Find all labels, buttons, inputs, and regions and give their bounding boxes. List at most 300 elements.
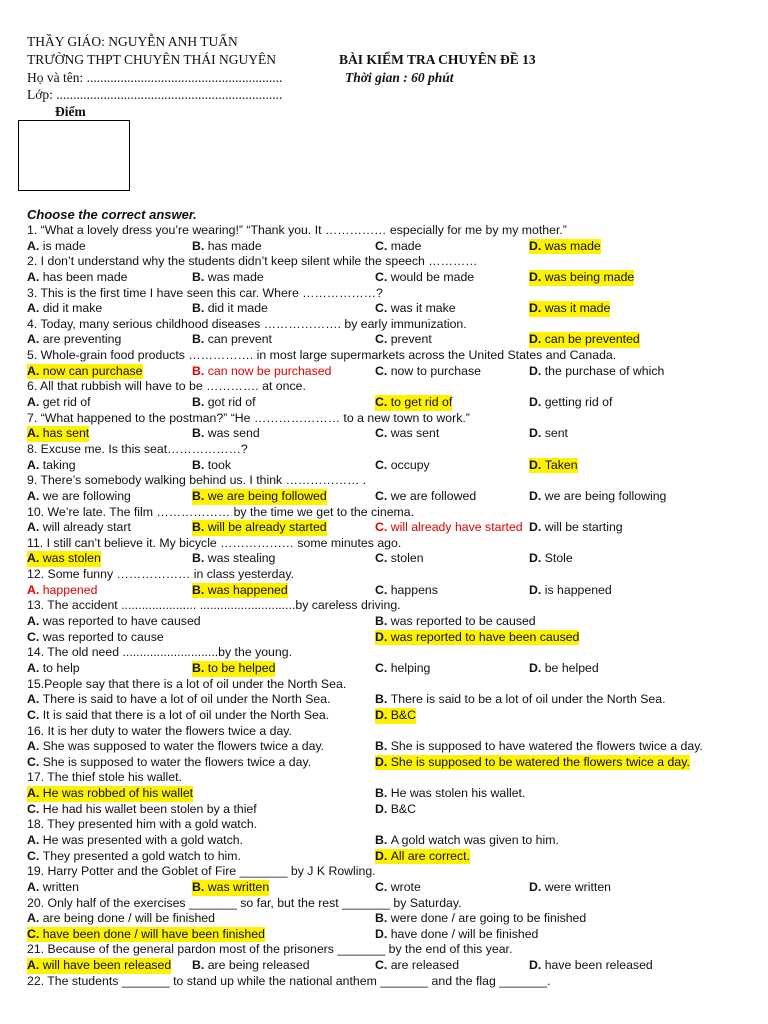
option-letter: D. xyxy=(375,926,391,941)
option-text: sent xyxy=(544,426,568,441)
option-text: He was presented with a gold watch. xyxy=(42,832,243,847)
answer-option-c[interactable] xyxy=(375,332,432,348)
option-text: we are being followed xyxy=(207,488,327,503)
answer-option-d[interactable] xyxy=(529,426,568,442)
answer-option-b[interactable] xyxy=(192,364,331,380)
option-letter: B. xyxy=(192,660,208,675)
answer-option-b[interactable] xyxy=(192,426,260,442)
question-text: 7. “What happened to the postman?” “He ………………… to a new town to work.” xyxy=(27,410,470,425)
option-letter: D. xyxy=(529,269,545,284)
options-row xyxy=(27,802,762,818)
option-text: All are correct. xyxy=(390,848,470,863)
answer-option-d[interactable] xyxy=(375,630,579,646)
question-text: 15.People say that there is a lot of oil under the North Sea. xyxy=(27,676,347,691)
answer-option-b[interactable] xyxy=(375,833,559,849)
question-list xyxy=(27,206,762,989)
option-letter: B. xyxy=(192,457,208,472)
option-letter: B. xyxy=(192,879,208,894)
option-letter: C. xyxy=(375,363,391,378)
answer-option-a[interactable] xyxy=(27,958,171,974)
options-row xyxy=(27,614,762,630)
option-text: He had his wallet been stolen by a thief xyxy=(42,801,257,816)
option-text: can be prevented xyxy=(544,332,640,347)
option-text: There is said to have a lot of oil under the North Sea. xyxy=(42,692,331,707)
answer-option-a[interactable] xyxy=(27,661,80,677)
option-letter: D. xyxy=(529,363,545,378)
options-row xyxy=(27,786,762,802)
answer-option-a[interactable] xyxy=(27,786,193,802)
option-text: are being done / will be finished xyxy=(42,911,215,926)
option-text: was it made xyxy=(544,301,611,316)
answer-option-d[interactable] xyxy=(375,849,470,865)
option-letter: B. xyxy=(192,426,208,441)
option-letter: B. xyxy=(192,269,208,284)
option-text: is made xyxy=(42,238,86,253)
option-text: will be already started xyxy=(207,520,327,535)
answer-option-d[interactable] xyxy=(375,755,690,771)
score-box xyxy=(18,120,130,191)
option-text: A gold watch was given to him. xyxy=(390,832,559,847)
answer-option-c[interactable] xyxy=(375,458,430,474)
option-text: getting rid of xyxy=(544,395,613,410)
option-text: She is supposed to have watered the flowers twice a day. xyxy=(390,739,703,754)
options-row xyxy=(27,583,762,599)
option-letter: D. xyxy=(529,395,545,410)
option-letter: C. xyxy=(27,754,43,769)
answer-option-c[interactable] xyxy=(375,489,476,505)
question-text: 13. The accident ...................... ............................by careless driving. xyxy=(27,598,401,613)
option-letter: D. xyxy=(529,457,545,472)
answer-option-a[interactable] xyxy=(27,395,91,411)
option-letter: A. xyxy=(27,363,43,378)
option-text: has made xyxy=(207,238,262,253)
answer-option-b[interactable] xyxy=(192,489,327,505)
option-text: He was robbed of his wallet xyxy=(42,786,194,801)
option-letter: C. xyxy=(27,926,43,941)
option-letter: A. xyxy=(27,911,43,926)
option-letter: C. xyxy=(375,426,391,441)
option-text: have done / will be finished xyxy=(390,926,539,941)
answer-option-d[interactable] xyxy=(529,551,573,567)
score-label: Điểm xyxy=(55,104,86,119)
option-text: written xyxy=(42,879,79,894)
answer-option-a[interactable] xyxy=(27,364,143,380)
option-text: have been done / will have been finished xyxy=(42,926,265,941)
option-letter: D. xyxy=(529,238,545,253)
option-text: She is supposed to be watered the flowers twice a day. xyxy=(390,754,690,769)
options-row xyxy=(27,880,762,896)
question-text: 21. Because of the general pardon most of the prisoners _______ by the end of this year. xyxy=(27,942,513,957)
option-text: will be starting xyxy=(544,520,623,535)
options-row xyxy=(27,911,762,927)
answer-option-a[interactable] xyxy=(27,489,131,505)
answer-option-c[interactable] xyxy=(375,395,452,411)
options-row xyxy=(27,458,762,474)
options-row xyxy=(27,661,762,677)
question-text: 3. This is the first time I have seen this car. Where ………………? xyxy=(27,285,383,300)
option-letter: A. xyxy=(27,832,43,847)
answer-option-a[interactable] xyxy=(27,270,128,286)
option-text: helping xyxy=(390,660,431,675)
class-line: Lớp: ................................................................... xyxy=(27,87,283,102)
answer-option-b[interactable] xyxy=(375,739,703,755)
option-text: to be helped xyxy=(207,660,276,675)
answer-option-a[interactable] xyxy=(27,583,97,599)
option-text: get rid of xyxy=(42,395,91,410)
option-letter: C. xyxy=(375,582,391,597)
option-text: She is supposed to water the flowers twice a day. xyxy=(42,754,312,769)
question-text: 12. Some funny ……………… in class yesterday. xyxy=(27,567,294,582)
answer-option-b[interactable] xyxy=(192,270,264,286)
option-letter: C. xyxy=(27,707,43,722)
option-text: was sent xyxy=(390,426,440,441)
options-row xyxy=(27,395,762,411)
options-row xyxy=(27,833,762,849)
option-text: They presented a gold watch to him. xyxy=(42,848,241,863)
option-letter: D. xyxy=(375,801,391,816)
answer-option-d[interactable] xyxy=(529,661,599,677)
answer-option-b[interactable] xyxy=(192,239,262,255)
option-letter: A. xyxy=(27,692,43,707)
option-text: There is said to be a lot of oil under the North Sea. xyxy=(390,692,666,707)
option-letter: A. xyxy=(27,551,43,566)
option-letter: C. xyxy=(375,879,391,894)
option-letter: D. xyxy=(375,629,391,644)
options-row xyxy=(27,551,762,567)
option-letter: B. xyxy=(192,395,208,410)
answer-option-b[interactable] xyxy=(192,458,231,474)
option-letter: B. xyxy=(375,786,391,801)
question-text: 5. Whole-grain food products ……………. in most large supermarkets across the United States and Canada. xyxy=(27,348,617,363)
answer-option-b[interactable] xyxy=(192,551,275,567)
option-text: are released xyxy=(390,958,460,973)
answer-option-b[interactable] xyxy=(192,661,275,677)
option-letter: D. xyxy=(529,660,545,675)
student-name-line: Họ và tên: .......................................................... xyxy=(27,70,283,85)
option-letter: B. xyxy=(192,582,208,597)
answer-option-c[interactable] xyxy=(375,520,523,536)
option-text: was being made xyxy=(544,269,635,284)
question-text: 14. The old need ............................by the young. xyxy=(27,645,292,660)
answer-option-d[interactable] xyxy=(529,583,612,599)
option-text: will already have started xyxy=(390,520,523,535)
answer-option-a[interactable] xyxy=(27,739,324,755)
option-text: was written xyxy=(207,879,270,894)
option-text: would be made xyxy=(390,269,475,284)
option-text: now to purchase xyxy=(390,363,481,378)
option-text: are being released xyxy=(207,958,310,973)
option-letter: D. xyxy=(529,879,545,894)
option-letter: A. xyxy=(27,488,43,503)
option-letter: C. xyxy=(375,269,391,284)
question-text: 20. Only half of the exercises _______ so far, but the rest _______ by Saturday. xyxy=(27,895,462,910)
option-text: was happened xyxy=(207,582,288,597)
option-text: wrote xyxy=(390,879,421,894)
option-letter: C. xyxy=(375,660,391,675)
option-text: to get rid of xyxy=(390,395,453,410)
answer-option-a[interactable] xyxy=(27,301,102,317)
answer-option-d[interactable] xyxy=(375,802,416,818)
question-text: 19. Harry Potter and the Goblet of Fire _______ by J K Rowling. xyxy=(27,864,376,879)
option-text: occupy xyxy=(390,457,430,472)
option-text: will already start xyxy=(42,520,131,535)
option-text: made xyxy=(390,238,422,253)
option-letter: B. xyxy=(375,692,391,707)
option-letter: A. xyxy=(27,269,43,284)
answer-option-d[interactable] xyxy=(375,927,538,943)
option-letter: D. xyxy=(529,582,545,597)
options-row xyxy=(27,332,762,348)
options-row xyxy=(27,692,762,708)
answer-option-c[interactable] xyxy=(27,802,257,818)
answer-option-d[interactable] xyxy=(529,239,601,255)
option-text: were written xyxy=(544,879,612,894)
answer-option-c[interactable] xyxy=(375,364,481,380)
option-letter: A. xyxy=(27,426,43,441)
option-text: B&C xyxy=(390,707,417,722)
answer-option-b[interactable] xyxy=(192,880,269,896)
option-text: can now be purchased xyxy=(207,363,332,378)
options-row xyxy=(27,239,762,255)
answer-option-d[interactable] xyxy=(529,364,664,380)
option-text: we are followed xyxy=(390,488,477,503)
option-letter: D. xyxy=(529,958,545,973)
options-row xyxy=(27,426,762,442)
question-text: 16. It is her duty to water the flowers twice a day. xyxy=(27,723,292,738)
answer-option-c[interactable] xyxy=(27,630,164,646)
option-letter: A. xyxy=(27,301,43,316)
question-text: 17. The thief stole his wallet. xyxy=(27,770,182,785)
option-letter: C. xyxy=(375,238,391,253)
question-text: 18. They presented him with a gold watch. xyxy=(27,817,258,832)
options-row xyxy=(27,630,762,646)
option-letter: D. xyxy=(529,426,545,441)
answer-option-b[interactable] xyxy=(192,958,310,974)
answer-option-c[interactable] xyxy=(27,755,311,771)
question-text: 8. Excuse me. Is this seat………………? xyxy=(27,441,248,456)
answer-option-c[interactable] xyxy=(375,583,438,599)
answer-option-c[interactable] xyxy=(375,880,421,896)
option-letter: D. xyxy=(529,551,545,566)
option-text: did it make xyxy=(42,301,103,316)
option-letter: D. xyxy=(529,301,545,316)
option-letter: C. xyxy=(375,551,391,566)
answer-option-c[interactable] xyxy=(375,270,474,286)
option-letter: C. xyxy=(375,301,391,316)
option-letter: B. xyxy=(375,739,391,754)
option-text: was send xyxy=(207,426,260,441)
answer-option-a[interactable] xyxy=(27,239,86,255)
option-letter: B. xyxy=(375,911,391,926)
option-letter: C. xyxy=(375,332,391,347)
option-text: is happened xyxy=(544,582,612,597)
answer-option-b[interactable] xyxy=(375,786,525,802)
option-text: Stole xyxy=(544,551,573,566)
options-row xyxy=(27,270,762,286)
option-text: be helped xyxy=(544,660,599,675)
answer-option-a[interactable] xyxy=(27,332,121,348)
option-letter: B. xyxy=(192,301,208,316)
options-row xyxy=(27,927,762,943)
option-text: taking xyxy=(42,457,76,472)
answer-option-c[interactable] xyxy=(375,551,424,567)
answer-option-d[interactable] xyxy=(529,332,640,348)
answer-option-c[interactable] xyxy=(375,661,430,677)
question-text: 22. The students _______ to stand up while the national anthem _______ and the flag _______. xyxy=(27,973,551,988)
answer-option-b[interactable] xyxy=(192,583,288,599)
option-text: got rid of xyxy=(207,395,256,410)
answer-option-a[interactable] xyxy=(27,833,243,849)
answer-option-d[interactable] xyxy=(529,301,610,317)
option-letter: B. xyxy=(192,363,208,378)
answer-option-c[interactable] xyxy=(27,927,265,943)
option-text: was stolen xyxy=(42,551,101,566)
answer-option-b[interactable] xyxy=(192,301,268,317)
option-letter: B. xyxy=(192,332,208,347)
option-text: can prevent xyxy=(207,332,272,347)
option-letter: A. xyxy=(27,332,43,347)
time-limit: Thời gian : 60 phút xyxy=(345,70,454,85)
answer-option-d[interactable] xyxy=(529,958,653,974)
answer-option-d[interactable] xyxy=(529,489,666,505)
option-text: It is said that there is a lot of oil under the North Sea. xyxy=(42,707,330,722)
option-text: was reported to cause xyxy=(42,629,164,644)
answer-option-a[interactable] xyxy=(27,614,201,630)
question-text: 9. There’s somebody walking behind us. I think ……………… . xyxy=(27,473,367,488)
answer-option-c[interactable] xyxy=(375,426,439,442)
option-letter: A. xyxy=(27,786,43,801)
option-letter: C. xyxy=(375,395,391,410)
answer-option-b[interactable] xyxy=(375,911,586,927)
question-text: 1. “What a lovely dress you’re wearing!” “Thank you. It …………… especially for me by my mother.” xyxy=(27,223,567,237)
option-text: stolen xyxy=(390,551,424,566)
options-row xyxy=(27,708,762,724)
option-text: was reported to be caused xyxy=(390,614,536,629)
option-letter: D. xyxy=(375,754,391,769)
options-row xyxy=(27,849,762,865)
answer-option-d[interactable] xyxy=(529,520,623,536)
option-letter: C. xyxy=(27,848,43,863)
answer-option-a[interactable] xyxy=(27,911,215,927)
question-text: 4. Today, many serious childhood diseases ………………. by early immunization. xyxy=(27,316,467,331)
answer-option-a[interactable] xyxy=(27,880,79,896)
option-letter: C. xyxy=(375,958,391,973)
option-text: have been released xyxy=(544,958,653,973)
option-letter: A. xyxy=(27,958,43,973)
answer-option-b[interactable] xyxy=(192,395,256,411)
option-letter: B. xyxy=(192,520,208,535)
option-letter: A. xyxy=(27,520,43,535)
option-text: was stealing xyxy=(207,551,276,566)
option-letter: D. xyxy=(375,848,391,863)
options-row xyxy=(27,739,762,755)
option-letter: A. xyxy=(27,879,43,894)
school-name: TRƯỜNG THPT CHUYÊN THÁI NGUYÊN xyxy=(27,52,276,67)
option-text: now can purchase xyxy=(42,363,143,378)
option-letter: B. xyxy=(192,238,208,253)
option-letter: D. xyxy=(375,707,391,722)
answer-option-b[interactable] xyxy=(375,692,666,708)
answer-option-d[interactable] xyxy=(529,395,612,411)
answer-option-d[interactable] xyxy=(529,270,634,286)
option-letter: A. xyxy=(27,238,43,253)
option-letter: A. xyxy=(27,660,43,675)
option-letter: C. xyxy=(375,520,391,535)
option-text: were done / are going to be finished xyxy=(390,911,587,926)
option-letter: A. xyxy=(27,582,43,597)
answer-option-d[interactable] xyxy=(375,708,416,724)
answer-option-a[interactable] xyxy=(27,458,76,474)
answer-option-d[interactable] xyxy=(529,880,611,896)
option-letter: C. xyxy=(375,457,391,472)
answer-option-c[interactable] xyxy=(375,239,421,255)
answer-option-b[interactable] xyxy=(192,332,272,348)
answer-option-a[interactable] xyxy=(27,426,89,442)
option-text: was made xyxy=(207,269,264,284)
option-letter: B. xyxy=(375,832,391,847)
option-text: prevent xyxy=(390,332,432,347)
option-text: was reported to have been caused xyxy=(390,629,580,644)
option-text: B&C xyxy=(390,801,417,816)
option-text: will have been released xyxy=(42,958,172,973)
option-letter: B. xyxy=(192,551,208,566)
options-row xyxy=(27,364,762,380)
option-letter: A. xyxy=(27,614,43,629)
option-letter: D. xyxy=(529,488,545,503)
question-text: 2. I don’t understand why the students didn’t keep silent while the speech ………… xyxy=(27,254,478,269)
answer-option-c[interactable] xyxy=(375,301,456,317)
answer-option-b[interactable] xyxy=(192,520,327,536)
option-text: are preventing xyxy=(42,332,122,347)
option-text: happens xyxy=(390,582,438,597)
option-text: did it made xyxy=(207,301,268,316)
option-text: happened xyxy=(42,582,98,597)
answer-option-c[interactable] xyxy=(375,958,459,974)
options-row xyxy=(27,755,762,771)
question-text: 10. We’re late. The film ……………… by the time we get to the cinema. xyxy=(27,504,415,519)
option-letter: B. xyxy=(375,614,391,629)
answer-option-b[interactable] xyxy=(375,614,536,630)
option-text: was it make xyxy=(390,301,456,316)
answer-option-c[interactable] xyxy=(27,849,241,865)
option-text: we are being following xyxy=(544,488,667,503)
option-letter: D. xyxy=(529,332,545,347)
question-text: 6. All that rubbish will have to be …………. at once. xyxy=(27,379,306,394)
option-letter: D. xyxy=(529,520,545,535)
answer-option-a[interactable] xyxy=(27,692,331,708)
question-text: 11. I still can’t believe it. My bicycle ……………… some minutes ago. xyxy=(27,535,402,550)
option-letter: C. xyxy=(27,801,43,816)
answer-option-c[interactable] xyxy=(27,708,329,724)
options-row xyxy=(27,520,762,536)
option-letter: B. xyxy=(192,488,208,503)
option-letter: A. xyxy=(27,739,43,754)
teacher-name: THẦY GIÁO: NGUYỄN ANH TUẤN xyxy=(27,34,238,49)
answer-option-a[interactable] xyxy=(27,520,131,536)
options-row xyxy=(27,301,762,317)
options-row xyxy=(27,958,762,974)
option-text: was reported to have caused xyxy=(42,614,201,629)
answer-option-a[interactable] xyxy=(27,551,101,567)
option-text: She was supposed to water the flowers twice a day. xyxy=(42,739,325,754)
instruction: Choose the correct answer. xyxy=(27,207,197,222)
option-letter: A. xyxy=(27,457,43,472)
option-text: took xyxy=(207,457,231,472)
option-text: we are following xyxy=(42,488,131,503)
answer-option-d[interactable] xyxy=(529,458,578,474)
option-letter: B. xyxy=(192,958,208,973)
option-letter: C. xyxy=(375,488,391,503)
